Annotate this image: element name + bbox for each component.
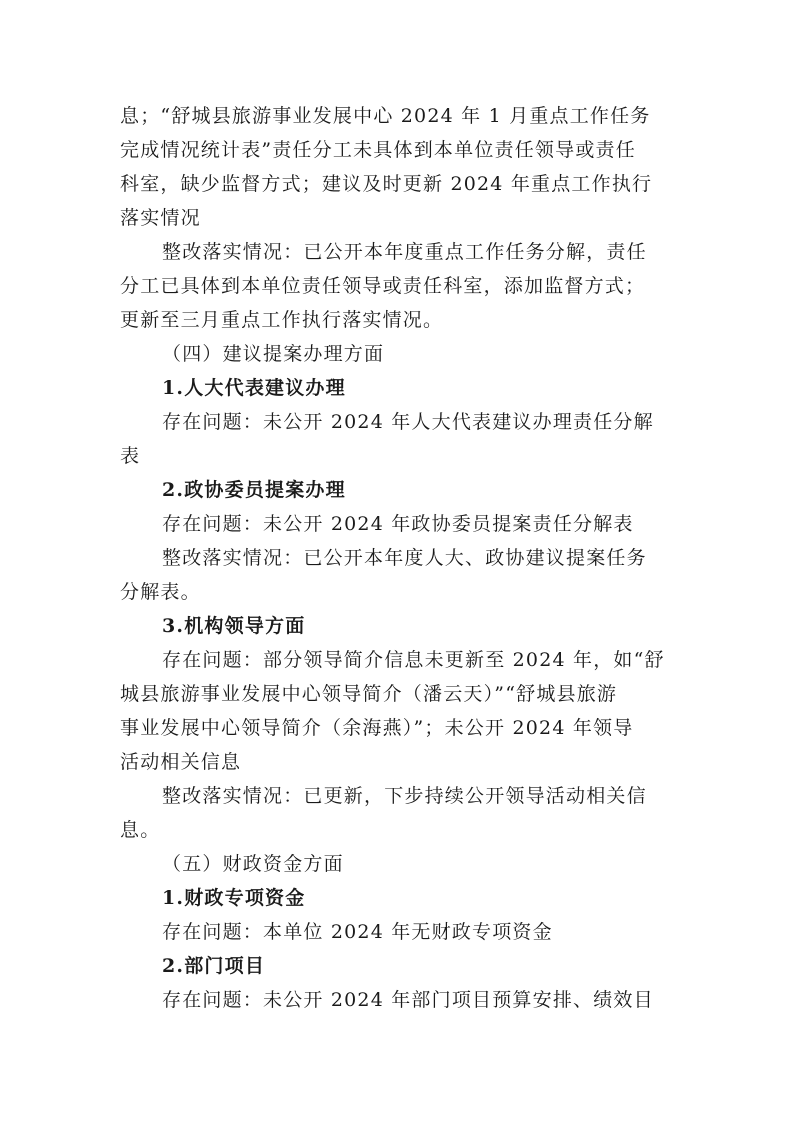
body-text-line: 科室，缺少监督方式；建议及时更新 2024 年重点工作执行 [120, 173, 653, 195]
issue-paragraph: 存在问题：部分领导简介信息未更新至 2024 年，如“舒 [162, 649, 665, 671]
issue-paragraph: 存在问题：未公开 2024 年政协委员提案责任分解表 [162, 513, 634, 535]
body-text-line: 活动相关信息 [120, 751, 242, 773]
issue-paragraph: 存在问题：本单位 2024 年无财政专项资金 [162, 921, 553, 943]
body-text-line: 息。 [120, 819, 161, 841]
body-text-line: 息；“舒城县旅游事业发展中心 2024 年 1 月重点工作任务 [120, 105, 651, 127]
subsection-heading: 1.财政专项资金 [162, 887, 306, 909]
body-text-line: 分工已具体到本单位责任领导或责任科室，添加监督方式； [120, 275, 646, 297]
body-text-line: 分解表。 [120, 581, 201, 603]
rectification-paragraph: 整改落实情况：已更新，下步持续公开领导活动相关信 [162, 785, 647, 807]
rectification-paragraph: 整改落实情况：已公开本年度重点工作任务分解，责任 [162, 241, 647, 263]
subsection-heading: 2.部门项目 [162, 955, 266, 977]
subsection-heading: 3.机构领导方面 [162, 615, 306, 637]
rectification-paragraph: 整改落实情况：已公开本年度人大、政协建议提案任务 [162, 547, 647, 569]
body-text-line: 更新至三月重点工作执行落实情况。 [120, 309, 444, 331]
body-text-line: 落实情况 [120, 207, 201, 229]
subsection-heading: 1.人大代表建议办理 [162, 377, 346, 399]
section-heading: （四）建议提案办理方面 [162, 343, 385, 365]
issue-paragraph: 存在问题：未公开 2024 年人大代表建议办理责任分解 [162, 411, 654, 433]
body-text-line: 表 [120, 445, 141, 467]
issue-paragraph: 存在问题：未公开 2024 年部门项目预算安排、绩效目 [162, 989, 654, 1011]
body-text-line: 事业发展中心领导简介（余海燕）”；未公开 2024 年领导 [120, 717, 634, 739]
section-heading: （五）财政资金方面 [162, 853, 344, 875]
body-text-line: 城县旅游事业发展中心领导简介（潘云天）”“舒城县旅游 [120, 683, 618, 705]
body-text-line: 完成情况统计表”责任分工未具体到本单位责任领导或责任 [120, 139, 636, 161]
subsection-heading: 2.政协委员提案办理 [162, 479, 346, 501]
